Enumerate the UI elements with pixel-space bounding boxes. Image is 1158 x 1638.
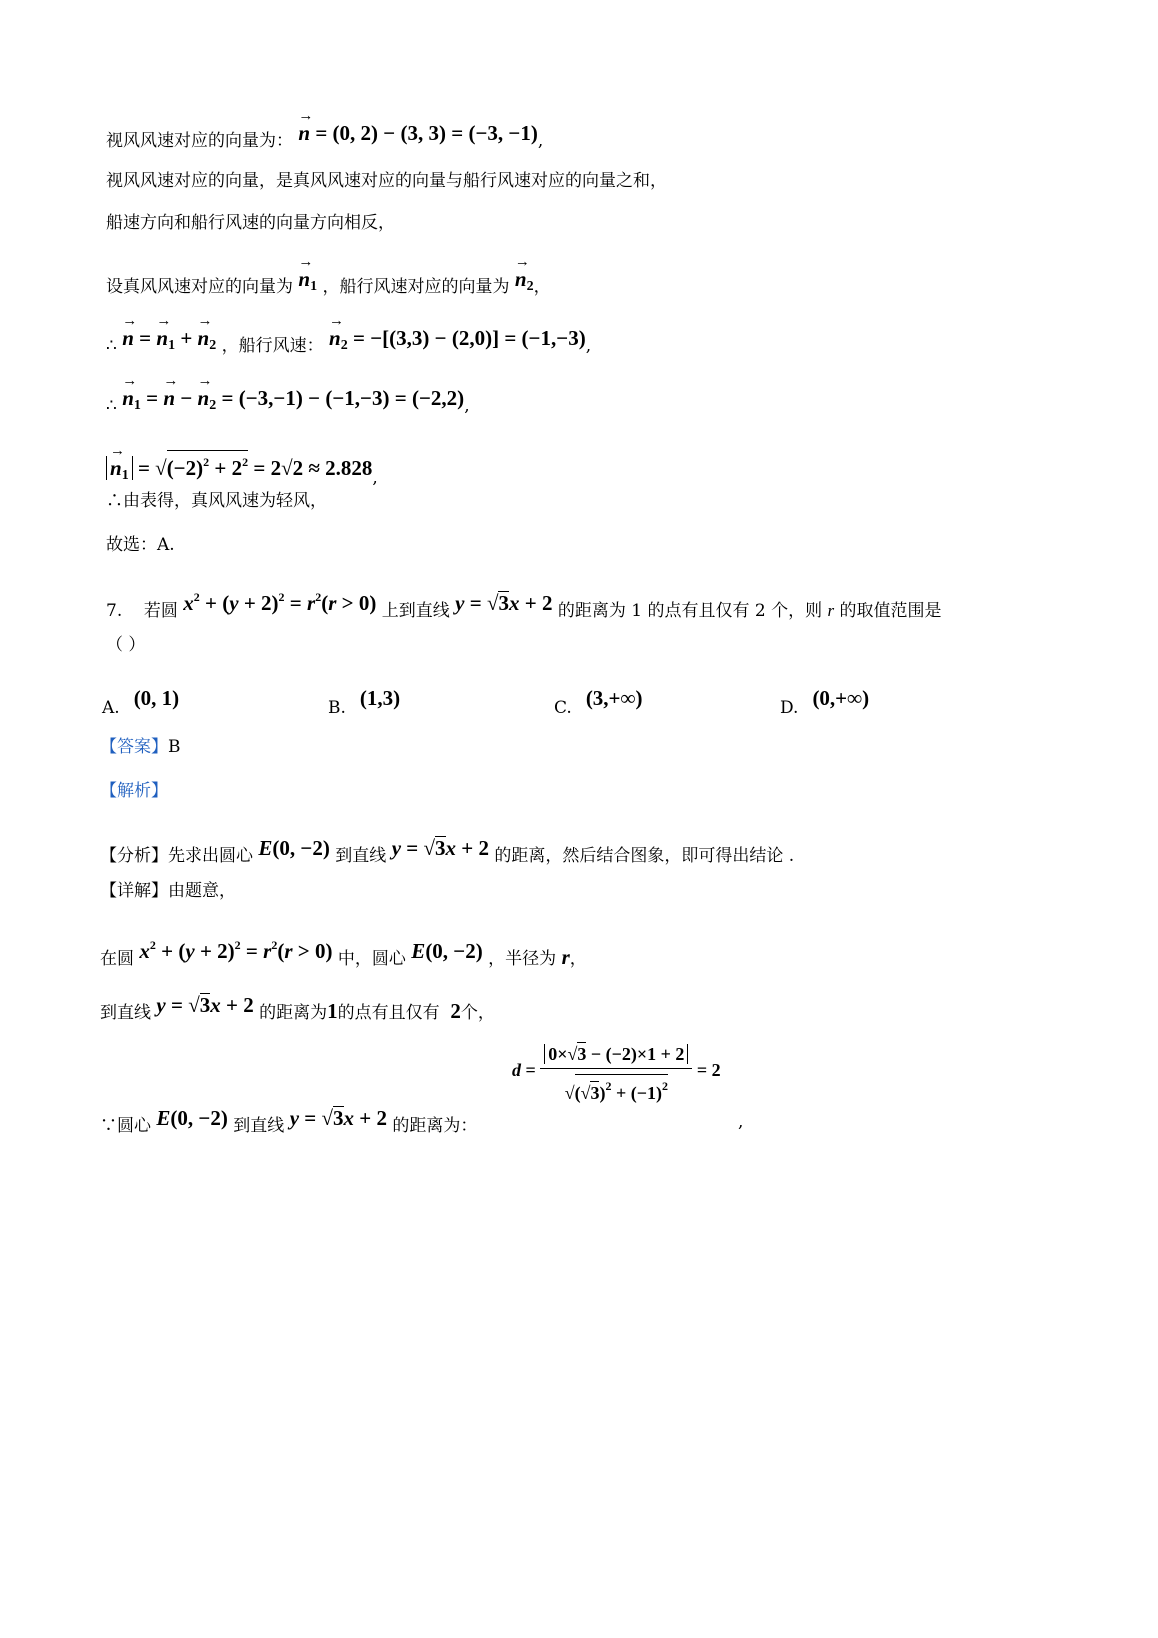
analysis-summary: [100, 836, 795, 867]
center-point: E(0, −2): [156, 1106, 228, 1130]
vector-n2: → $n_2$: [515, 267, 534, 291]
therefore-symbol: ∴: [106, 396, 117, 416]
question-paren: （ ）: [106, 635, 146, 655]
xiangjie-tag: 【详解】: [100, 881, 168, 901]
text: 上到直线: [381, 601, 450, 621]
option-value: (0,+∞): [812, 686, 870, 710]
solution-line-8: ∴由表得，真风风速为轻风，: [106, 491, 327, 511]
magnitude-equation: → $n_1 = √(-2)^2 + 2^2 = 2√2 \approx 2.828$: [106, 456, 372, 480]
fenxi-tag: 【分析】: [100, 846, 168, 866]
text: ，船行风速对应的向量为: [322, 277, 510, 297]
detail-line-1: [100, 940, 587, 970]
option-b[interactable]: [328, 686, 401, 719]
text: 若圆: [143, 601, 178, 621]
therefore-symbol: ∴: [106, 336, 117, 356]
solution-line-1: [106, 121, 544, 152]
punct: ,: [537, 131, 544, 151]
vector-n2-equation: → $n_2 = -[(3,3) - (2,0)] = (-1,-3)$: [329, 326, 586, 350]
distance-formula: d = $\frac{0\times√3 - (-2)\times 1 + 2}{√(√3)^2 + (-1)^2}$ = 2: [512, 1040, 721, 1104]
vector-n-equation: → n = (0, 2) − (3, 3) = (−3, −1): [298, 121, 537, 145]
text: 在圆: [100, 949, 134, 969]
analysis-tag: 【解析】: [100, 781, 168, 801]
solution-line-9: 故选：A.: [106, 535, 175, 555]
answer-line: [100, 736, 181, 758]
line-equation: y = √3x + 2: [156, 993, 254, 1017]
vector-sum-equation: → n = → $n_1$ + → $n_2$: [122, 326, 216, 350]
math-text: = 2√2 ≈ 2.828: [253, 456, 373, 480]
option-c[interactable]: [554, 686, 643, 719]
text: 的点有且仅有: [337, 1003, 440, 1023]
distance-fraction: $\frac{0\times√3 - (-2)\times 1 + 2}{√(√3)^2 + (-1)^2}$: [540, 1040, 692, 1104]
punct: ,: [585, 336, 592, 356]
count-value: 2: [450, 999, 461, 1023]
text: 的距离为: [259, 1003, 328, 1023]
circle-equation: $x^2 + (y + 2)^2 = r^2(r > 0)$: [139, 938, 333, 963]
text: ，半径为: [488, 949, 557, 969]
distance-value: 1: [327, 999, 338, 1023]
punct: ，: [569, 949, 587, 969]
text: 先求出圆心: [168, 846, 253, 866]
solution-line-4: [106, 267, 551, 304]
punct: ，: [533, 277, 551, 297]
question-7: 7. 若圆 $x^2 + (y + 2)^2 = r^2(r > 0)$ 上到直线 y = √3x + 2 的距离为 1 的点有且仅有 2 个，则 r 的取值范围是: [106, 590, 942, 621]
answer-value: B: [168, 737, 181, 757]
line-equation: y = √3x + 2: [391, 836, 489, 860]
text: 的取值范围是: [839, 601, 942, 621]
option-label: D.: [780, 698, 799, 718]
detail-header: [100, 880, 236, 902]
math-text: = (−3,−1) − (−1,−3) = (−2,2): [221, 386, 465, 410]
text: 的距离为：: [392, 1116, 478, 1136]
punct: ,: [464, 396, 470, 416]
option-value: (3,+∞): [585, 686, 643, 710]
line-equation: y = √3x + 2: [455, 591, 553, 615]
detail-line-2: [100, 993, 495, 1024]
option-value: (0, 1): [133, 686, 180, 710]
text: 个，: [460, 1003, 495, 1023]
text: 到直线: [100, 1003, 151, 1023]
answer-tag: 【答案】: [100, 737, 168, 757]
option-label: B.: [328, 698, 346, 718]
solution-line-3: 船速方向和船行风速的向量方向相反，: [106, 213, 395, 233]
text: 的距离，然后结合图象，即可得出结论 .: [494, 846, 795, 866]
solution-line-2: 视风风速对应的向量，是真风风速对应的向量与船行风速对应的向量之和，: [106, 171, 667, 191]
radius-symbol: r: [561, 945, 570, 969]
math-text: = −[(3,3) − (2,0)] = (−1,−3): [352, 326, 586, 350]
because-text: ∵圆心: [100, 1116, 151, 1136]
text: ，船行风速：: [221, 336, 324, 356]
text: 中，圆心: [337, 949, 406, 969]
option-value: (1,3): [359, 686, 401, 710]
text: 视风风速对应的向量为：: [106, 131, 293, 151]
punct: ,: [738, 1112, 744, 1132]
option-label: A.: [102, 698, 120, 718]
solution-line-6: [106, 386, 470, 423]
detail-line-3: [100, 1106, 478, 1137]
question-number: 7.: [106, 601, 123, 621]
vector-n1-equation: → $n_1$ = → n − → $n_2 = (-3,-1) - (-1,-3) = (-2,2)$: [122, 386, 464, 410]
vector-n1: → $n_1$: [298, 267, 317, 291]
center-point: E(0, −2): [411, 939, 483, 963]
circle-equation: $x^2 + (y + 2)^2 = r^2(r > 0)$: [183, 590, 377, 615]
option-a[interactable]: [102, 686, 180, 719]
solution-line-5: [106, 326, 592, 363]
punct: ,: [372, 468, 378, 488]
text: 的距离为 1 的点有且仅有 2 个，则: [557, 601, 823, 621]
solution-line-7: [106, 448, 378, 487]
text: 设真风风速对应的向量为: [106, 277, 293, 297]
option-label: C.: [554, 698, 572, 718]
text: 到直线: [335, 846, 387, 866]
text: 由题意，: [168, 881, 236, 901]
text: 到直线: [233, 1116, 285, 1136]
center-point: E(0, −2): [258, 836, 330, 860]
line-equation: y = √3x + 2: [289, 1106, 387, 1130]
option-d[interactable]: [780, 686, 870, 719]
